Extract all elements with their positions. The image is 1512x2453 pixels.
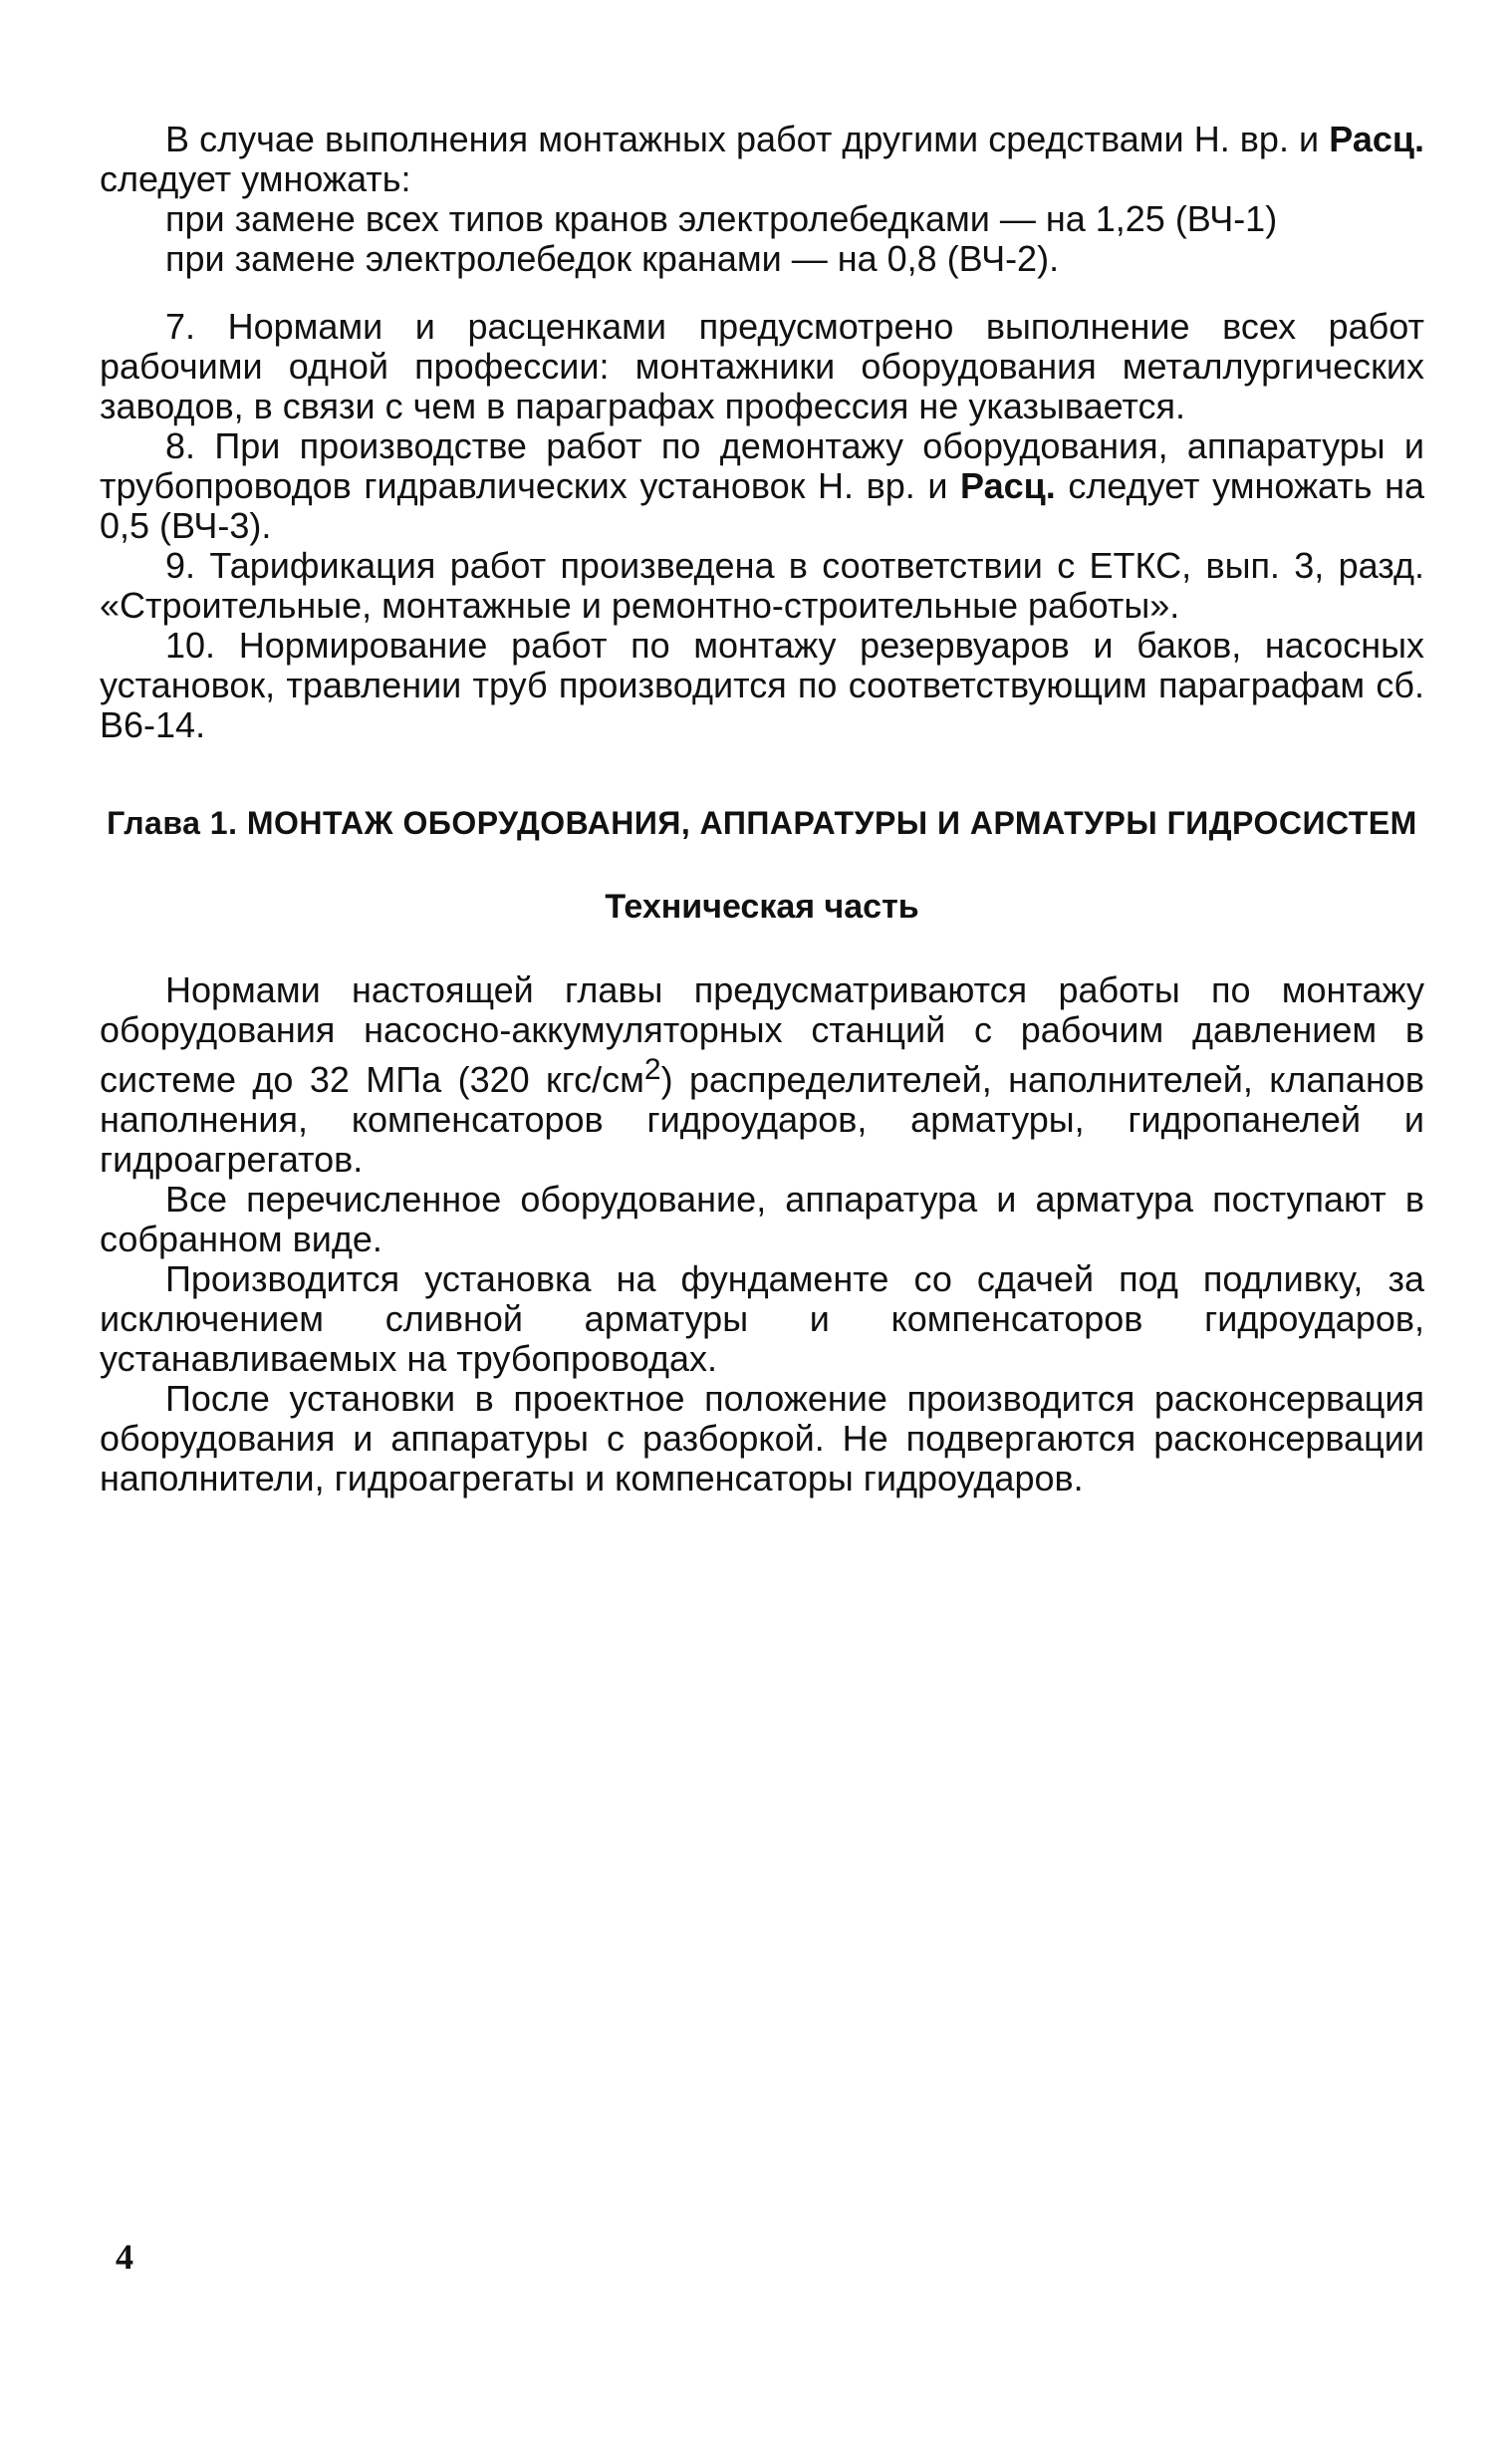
section-subheading: Техническая часть — [605, 888, 919, 926]
page-number: 4 — [116, 2237, 133, 2277]
technical-paragraph-4: После установки в проектное положение производится расконсервация оборудования и аппаратуры с разборкой. Не подвергаются расконсервации наполнители, гидроагрегаты и компенсаторы гидроударов. — [100, 1378, 1424, 1499]
intro-bold-rasc: Расц. — [1329, 119, 1424, 159]
note-8-bold-rasc: Расц. — [960, 465, 1056, 506]
note-9: 9. Тарификация работ произведена в соответствии с ЕТКС, вып. 3, разд. «Строительные, монтажные и ремонтно-строительные работы». — [100, 545, 1424, 626]
spacer — [100, 279, 1424, 307]
technical-text-1a: Нормами настоящей главы предусматриваются работы по монтажу оборудования насосно-аккумуляторных станций с рабочим давлением в системе до 32 МПа (320 кгс/см — [100, 969, 1424, 1100]
intro-paragraph-2: при замене всех типов кранов электролебедками — на 1,25 (ВЧ-1) — [165, 198, 1278, 239]
chapter-title: Глава 1. МОНТАЖ ОБОРУДОВАНИЯ, АППАРАТУРЫ И АРМАТУРЫ ГИДРОСИСТЕМ — [107, 805, 1417, 841]
technical-paragraph-1 — [100, 970, 1424, 1180]
superscript-2: 2 — [643, 1053, 661, 1086]
intro-paragraph-1 — [100, 120, 1424, 199]
intro-text-1b: следует умножать: — [100, 158, 411, 199]
document-page — [100, 120, 1424, 1499]
technical-text-1b: ) распределителей, наполнителей, клапанов наполнения, компенсаторов гидроударов, арматуры, гидропанелей и гидроагрегатов. — [100, 1059, 1424, 1180]
note-10: 10. Нормирование работ по монтажу резервуаров и баков, насосных установок, травлении труб производится по соответствующим параграфам сб. В6-14. — [100, 625, 1424, 745]
note-8-text-b: следует умножать на 0,5 (ВЧ-3). — [100, 465, 1424, 546]
note-7: 7. Нормами и расценками предусмотрено выполнение всех работ рабочими одной профессии: монтажники оборудования металлургических заводов, в связи с чем в параграфах профессия не указывается. — [100, 306, 1424, 426]
intro-paragraph-3: при замене электролебедок кранами — на 0,8 (ВЧ-2). — [165, 238, 1060, 279]
technical-paragraph-3: Производится установка на фундаменте со сдачей под подливку, за исключением сливной арматуры и компенсаторов гидроударов, устанавливаемых на трубопроводах. — [100, 1258, 1424, 1379]
spacer — [100, 843, 1424, 887]
spacer — [100, 745, 1424, 803]
note-8 — [100, 426, 1424, 546]
spacer — [100, 927, 1424, 970]
note-8-text-a: 8. При производстве работ по демонтажу оборудования, аппаратуры и трубопроводов гидравлических установок Н. вр. и — [100, 425, 1424, 506]
intro-text-1a: В случае выполнения монтажных работ другими средствами Н. вр. и — [165, 119, 1330, 159]
technical-paragraph-2: Все перечисленное оборудование, аппаратура и арматура поступают в собранном виде. — [100, 1179, 1424, 1259]
